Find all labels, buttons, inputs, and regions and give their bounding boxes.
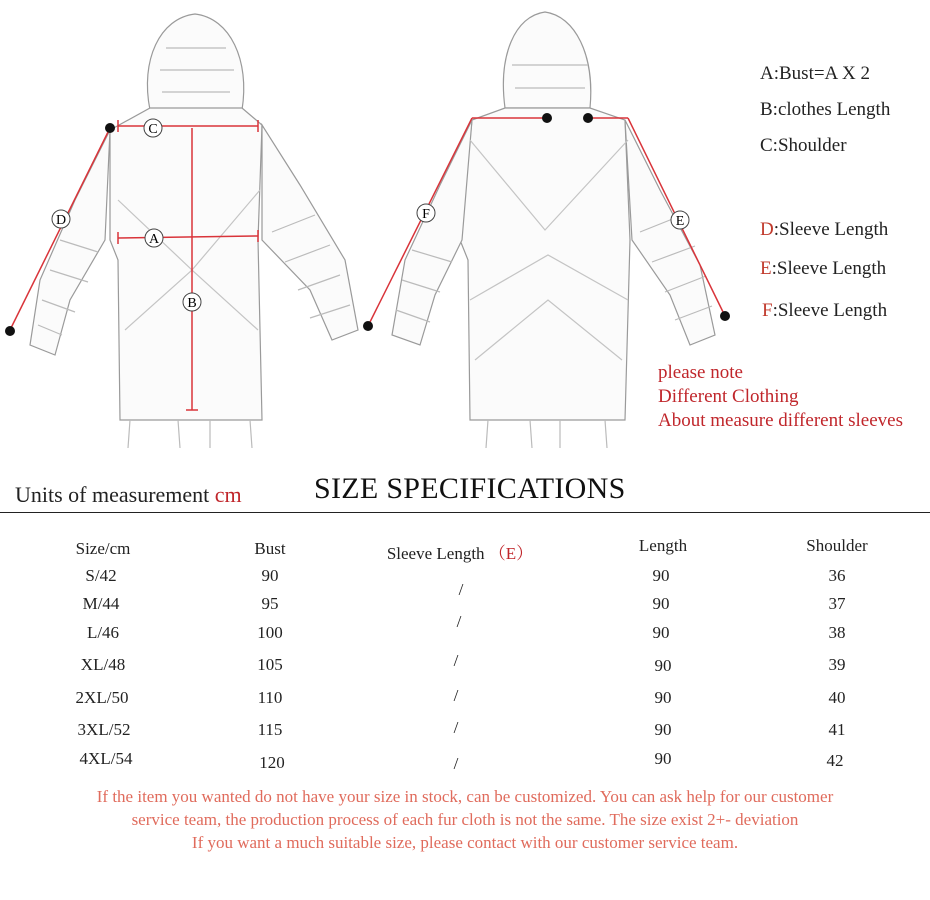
units-label: Units of measurement [15, 482, 215, 507]
cell-bust: 105 [257, 655, 283, 674]
cell-sleeve: / [456, 612, 462, 631]
cell-sleeve: / [453, 651, 459, 670]
cell-bust: 90 [261, 566, 279, 585]
marker-f-text: F [422, 207, 430, 222]
col-header-sleeve [387, 539, 533, 564]
marker-b [183, 293, 201, 311]
cell-length: 90 [652, 594, 670, 613]
units-cm: cm [214, 482, 242, 507]
marker-c [144, 119, 162, 137]
legend-sleeve-d [760, 219, 888, 241]
cell-bust: 100 [257, 623, 283, 642]
cell-length: 90 [652, 623, 670, 642]
marker-a-text: A [148, 232, 160, 247]
cell-bust: 120 [259, 753, 285, 772]
cell-length: 90 [652, 566, 670, 585]
cell-shoulder: 41 [828, 720, 846, 739]
marker-b-text: B [187, 296, 197, 311]
cell-shoulder: 39 [828, 655, 846, 674]
cell-sleeve: / [453, 754, 459, 773]
header-divider [0, 512, 930, 513]
cell-size: 3XL/52 [77, 720, 131, 739]
page-title: SIZE SPECIFICATIONS [314, 472, 626, 505]
col-header-shoulder: Shoulder [806, 536, 868, 555]
cell-length: 90 [654, 688, 672, 707]
cell-size: 2XL/50 [75, 688, 129, 707]
legend-text-f: :Sleeve Length [772, 300, 888, 321]
cell-length: 90 [654, 656, 672, 675]
footer-note-3: If you want a much suitable size, please contact with our customer service team. [191, 833, 739, 852]
cell-sleeve: / [458, 580, 464, 599]
cell-shoulder: 36 [828, 566, 846, 585]
cell-size: S/42 [85, 566, 117, 585]
cell-shoulder: 37 [828, 594, 846, 613]
legend-shoulder: C:Shoulder [760, 135, 847, 156]
cell-shoulder: 40 [828, 688, 846, 707]
cell-size: XL/48 [80, 655, 126, 674]
legend-bust: A:Bust=A X 2 [760, 63, 870, 84]
cell-shoulder: 38 [828, 623, 846, 642]
cell-size: L/46 [86, 623, 120, 642]
legend-letter-d: D [760, 219, 774, 240]
marker-e-text: E [675, 214, 685, 229]
legend-sleeve-e [760, 258, 886, 280]
footer-note-1: If the item you wanted do not have your size in stock, can be customized. You can ask help for our customer [96, 787, 834, 806]
col-header-length: Length [638, 536, 688, 555]
col-header-size: Size/cm [75, 539, 131, 558]
cell-shoulder: 42 [826, 751, 844, 770]
legend-letter-f: F [762, 300, 773, 321]
legend-length: B:clothes Length [760, 99, 891, 120]
cell-bust: 115 [257, 720, 283, 739]
legend-letter-e: E [760, 258, 772, 279]
marker-f [417, 204, 435, 222]
note-line-3: About measure different sleeves [658, 410, 903, 431]
cell-bust: 110 [257, 688, 283, 707]
col-header-bust: Bust [254, 539, 286, 558]
col-header-sleeve-mark: （E） [488, 544, 534, 563]
cell-bust: 95 [261, 594, 279, 613]
cell-sleeve: / [453, 686, 459, 705]
marker-d [52, 210, 70, 228]
legend-sleeve-f [762, 300, 887, 322]
legend-text-d: :Sleeve Length [773, 219, 889, 240]
marker-e [671, 211, 689, 229]
cell-size: 4XL/54 [79, 749, 133, 768]
cell-length: 90 [654, 720, 672, 739]
marker-d-text: D [55, 213, 67, 228]
legend-text-e: :Sleeve Length [771, 258, 887, 279]
cell-length: 90 [654, 749, 672, 768]
note-line-2: Different Clothing [658, 386, 799, 407]
marker-c-text: C [148, 122, 158, 137]
units-of-measurement [15, 482, 242, 508]
note-line-1: please note [658, 362, 743, 383]
marker-a [145, 229, 163, 247]
cell-sleeve: / [453, 718, 459, 737]
front-coat-drawing [30, 14, 358, 448]
footer-note-2: service team, the production process of each fur cloth is not the same. The size exist 2+- deviation [131, 810, 799, 829]
col-header-sleeve-label: Sleeve Length [386, 544, 489, 563]
cell-size: M/44 [82, 594, 120, 613]
